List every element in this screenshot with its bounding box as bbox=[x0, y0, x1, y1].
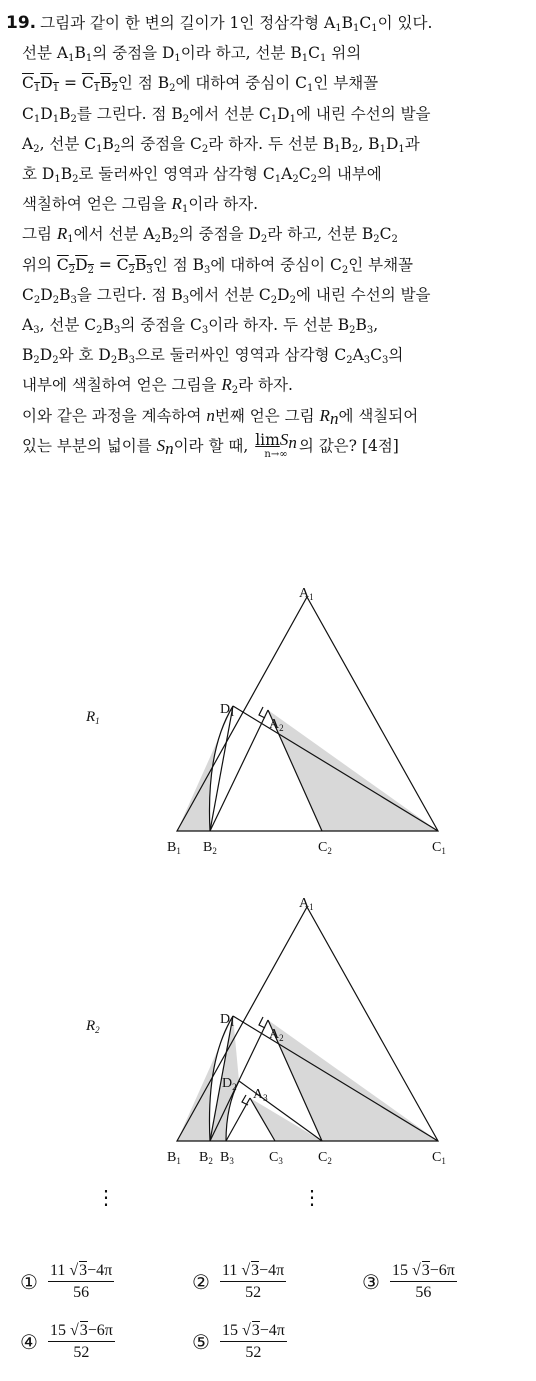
label-r1: $R_1$ bbox=[86, 709, 100, 726]
label-d2: $D_2$ bbox=[222, 1076, 237, 1092]
shaded-region-2 bbox=[268, 710, 438, 831]
problem-number: 19. bbox=[6, 13, 37, 33]
right-angle-mark-1 bbox=[259, 1017, 265, 1028]
problem-line-13: 내부에 색칠하여 얻은 그림을 $R_2$라 하자. bbox=[22, 375, 293, 397]
problem-line-4: $C_1D_1B_2$를 그린다. 점 $B_2$에서 선분 $C_1D_1$에 내린 수선의 발을 bbox=[22, 104, 431, 125]
problem-text bbox=[6, 8, 532, 461]
label-r2: $R_2$ bbox=[86, 1018, 100, 1035]
choice-2[interactable]: ② $\frac{11 √3-4\pi}{52}$ bbox=[192, 1262, 285, 1301]
label-b2: $B_2$ bbox=[199, 1150, 213, 1166]
figure-r1 bbox=[0, 575, 536, 865]
segment-b2d1 bbox=[210, 706, 233, 831]
shaded-region-2 bbox=[268, 1020, 438, 1141]
continuation-dots-left: ⋮ bbox=[96, 1185, 116, 1209]
limit-expression: limS$_n$ n→∞ bbox=[255, 429, 297, 460]
choice-3[interactable]: ③ $\frac{15 √3-6\pi}{56}$ bbox=[362, 1262, 455, 1301]
label-c3: $C_3$ bbox=[269, 1150, 283, 1166]
label-d1: $D_1$ bbox=[220, 702, 235, 718]
problem-line-14: 이와 같은 과정을 계속하여 n번째 얻은 그림 $R_n$에 색칠되어 bbox=[22, 405, 419, 428]
shaded-region-1 bbox=[177, 706, 233, 831]
label-d1: $D_1$ bbox=[220, 1012, 235, 1028]
right-angle-mark bbox=[259, 707, 265, 718]
label-b2: $B_2$ bbox=[203, 840, 217, 856]
figure-r2 bbox=[0, 888, 536, 1178]
label-a2: $A_2$ bbox=[269, 717, 284, 733]
problem-line-2: 선분 $A_1B_1$의 중점을 $D_1$이라 하고, 선분 $B_1C_1$ 위의 bbox=[22, 44, 362, 65]
label-c1: $C_1$ bbox=[432, 1150, 446, 1166]
label-b1: $B_1$ bbox=[167, 840, 181, 856]
label-a2: $A_2$ bbox=[269, 1027, 284, 1043]
label-b1: $B_1$ bbox=[167, 1150, 181, 1166]
label-c1: $C_1$ bbox=[432, 840, 446, 856]
problem-line-3: $C_1D_1 = C_1B_2$인 점 $B_2$에 대하여 중심이 $C_1$인 부채꼴 bbox=[22, 74, 379, 95]
problem-line-9: 위의 $C_2D_2 = C_2B_3$인 점 $B_3$에 대하여 중심이 $C_2$인 부채꼴 bbox=[22, 255, 414, 276]
problem-line-7: 색칠하여 얻은 그림을 $R_1$이라 하자. bbox=[22, 194, 259, 216]
problem-line-12: $B_2D_2$와 호 $D_2B_3$으로 둘러싸인 영역과 삼각형 $C_2A_3C_3$의 bbox=[22, 346, 404, 367]
label-b3: $B_3$ bbox=[220, 1150, 234, 1166]
problem-line-6: 호 $D_1B_2$로 둘러싸인 영역과 삼각형 $C_1A_2C_2$의 내부에 bbox=[22, 165, 382, 186]
segment-b2a2 bbox=[210, 710, 268, 831]
problem-line-5: $A_2$, 선분 $C_1B_2$의 중점을 $C_2$라 하자. 두 선분 $B_1B_2$, $B_1D_1$과 bbox=[22, 134, 420, 155]
continuation-dots-right: ⋮ bbox=[302, 1185, 322, 1209]
problem-line-11: $A_3$, 선분 $C_2B_3$의 중점을 $C_3$이라 하자. 두 선분 $B_2B_3$, bbox=[22, 316, 379, 337]
label-a1: $A_1$ bbox=[299, 586, 314, 602]
segment-b2a2 bbox=[210, 1020, 268, 1141]
choice-4[interactable]: ④ $\frac{15 √3-6\pi}{52}$ bbox=[20, 1322, 113, 1361]
label-c2: $C_2$ bbox=[318, 840, 332, 856]
points-label: [4점] bbox=[361, 436, 399, 455]
label-a1: $A_1$ bbox=[299, 896, 314, 912]
choice-1[interactable]: ① $\frac{11 √3-4\pi}{56}$ bbox=[20, 1262, 113, 1301]
problem-line-1: 19. 그림과 같이 한 변의 길이가 1인 정삼각형 $A_1B_1C_1$이 있다. bbox=[6, 13, 433, 34]
label-c2: $C_2$ bbox=[318, 1150, 332, 1166]
label-a3: $A_3$ bbox=[253, 1087, 268, 1103]
problem-line-15: 있는 부분의 넓이를 $S_n$이라 할 때, limS$_n$ n→∞ 의 값은? [4점] bbox=[22, 429, 399, 460]
problem-line-8: 그림 $R_1$에서 선분 $A_2B_2$의 중점을 $D_2$라 하고, 선분 $B_2C_2$ bbox=[22, 224, 398, 246]
problem-line-10: $C_2D_2B_3$을 그린다. 점 $B_3$에서 선분 $C_2D_2$에 내린 수선의 발을 bbox=[22, 285, 431, 306]
choice-5[interactable]: ⑤ $\frac{15 √3-4\pi}{52}$ bbox=[192, 1322, 285, 1361]
